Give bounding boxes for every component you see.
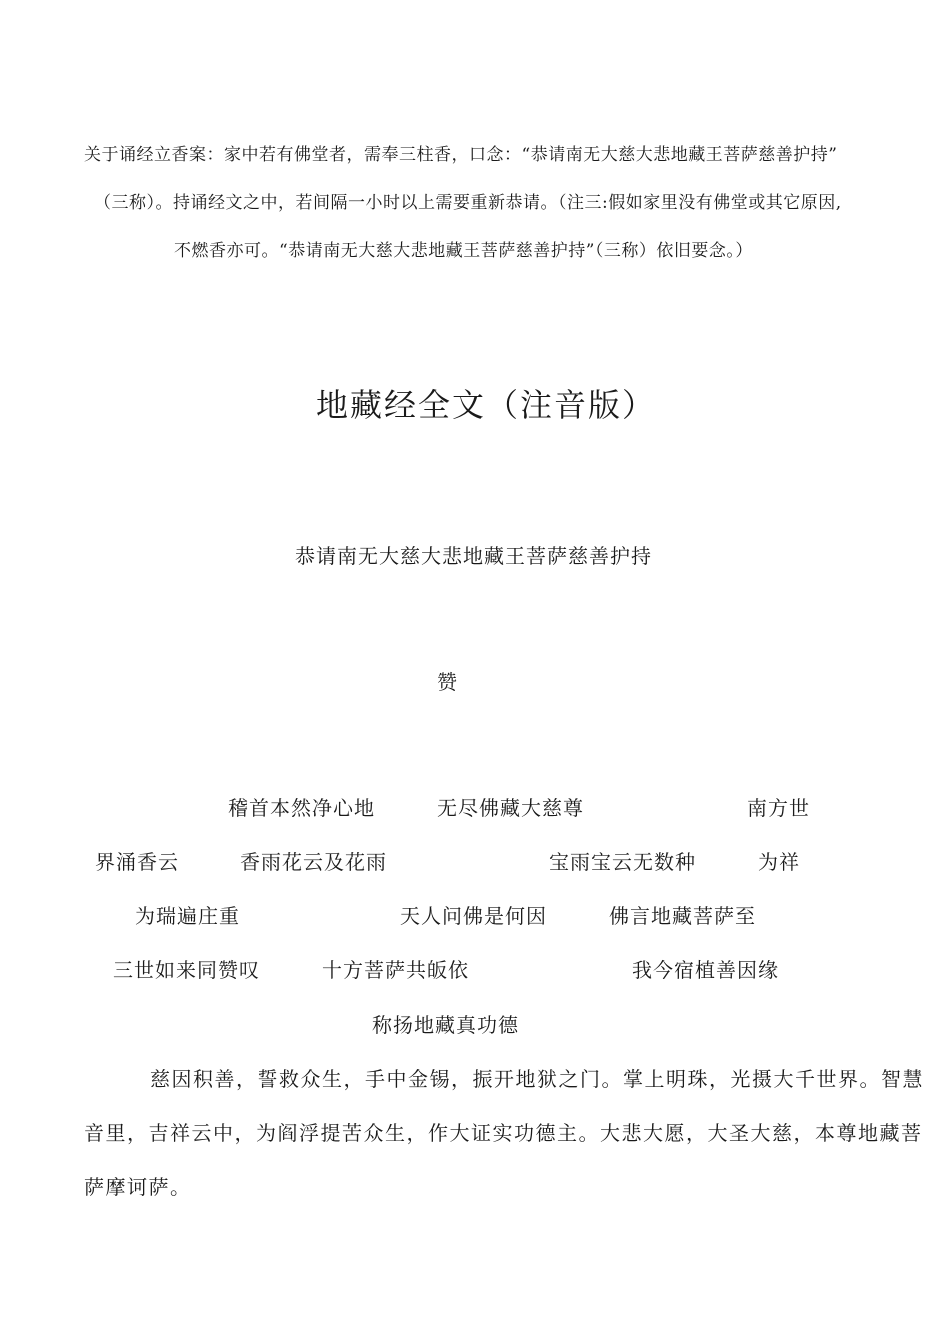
verse-phrase: 为瑞遍庄重 [135,904,240,928]
verse-phrase: 香雨花云及花雨 [240,850,387,874]
verse-phrase: 稽首本然净心地 [228,796,375,820]
verse-phrase: 天人问佛是何因 [400,904,547,928]
verse-phrase: 界涌香云 [95,850,179,874]
verse-phrase: 南方世 [747,796,810,820]
verse-phrase: 佛言地藏菩萨至 [609,904,756,928]
note-line-2: （三称）。持诵经文之中，若间隔一小时以上需要重新恭请。（注三:假如家里没有佛堂或其它原因, [94,193,842,213]
page-title: 地藏经全文（注音版） [316,386,657,424]
note-line-1: 关于诵经立香案：家中若有佛堂者，需奉三柱香，口念：“恭请南无大慈大悲地藏王菩萨慈善护持” [84,145,838,165]
prose-line-3: 萨摩诃萨。 [84,1175,192,1199]
verse-phrase: 三世如来同赞叹 [113,958,260,982]
prose-line-1: 慈因积善，誓救众生，手中金锡，振开地狱之门。掌上明珠，光摄大千世界。智慧 [150,1067,924,1091]
verse-phrase: 称扬地藏真功德 [372,1013,519,1037]
verse-phrase: 宝雨宝云无数种 [549,850,696,874]
prose-line-2: 音里，吉祥云中，为阎浮提苦众生，作大证实功德主。大悲大愿，大圣大慈，本尊地藏菩 [84,1121,923,1145]
verse-phrase: 十方菩萨共皈依 [322,958,469,982]
invocation-line: 恭请南无大慈大悲地藏王菩萨慈善护持 [295,544,652,568]
note-line-3: 不燃香亦可。“恭请南无大慈大悲地藏王菩萨慈善护持”（三称）依旧要念。） [174,241,753,261]
praise-heading: 赞 [437,670,458,694]
verse-phrase: 为祥 [758,850,800,874]
verse-phrase: 无尽佛藏大慈尊 [437,796,584,820]
verse-phrase: 我今宿植善因缘 [632,958,779,982]
